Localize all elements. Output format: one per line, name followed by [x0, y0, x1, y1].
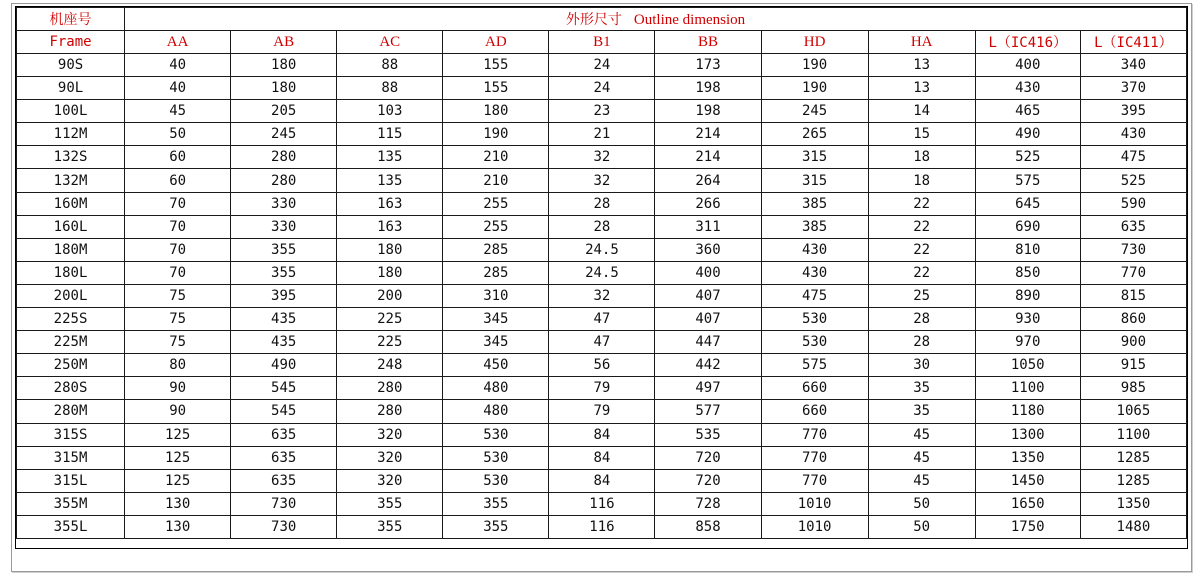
dimension-cell: 88 — [337, 54, 443, 77]
dimension-cell: 50 — [125, 123, 231, 146]
dimension-cell: 135 — [337, 146, 443, 169]
dimension-cell: 311 — [655, 215, 761, 238]
dimension-cell: 116 — [549, 515, 655, 538]
dimension-cell: 255 — [443, 192, 549, 215]
table-row — [17, 423, 1187, 446]
frame-cell: 132S — [17, 146, 125, 169]
column-header-ha — [868, 31, 975, 54]
dimension-cell: 1100 — [975, 377, 1080, 400]
dimension-cell: 1180 — [975, 400, 1080, 423]
dimension-cell: 28 — [549, 192, 655, 215]
dimension-cell: 14 — [868, 100, 975, 123]
column-header-l-ic416 — [975, 31, 1080, 54]
dimension-cell: 530 — [443, 469, 549, 492]
dimension-cell: 155 — [443, 77, 549, 100]
dimension-cell: 79 — [549, 377, 655, 400]
column-label: AC — [379, 34, 401, 50]
dimension-cell: 50 — [868, 492, 975, 515]
column-label: HA — [910, 34, 933, 50]
dimension-cell: 635 — [231, 469, 337, 492]
dimension-cell: 720 — [655, 469, 761, 492]
dimension-cell: 355 — [231, 261, 337, 284]
dimension-cell: 320 — [337, 446, 443, 469]
dimension-cell: 90 — [125, 400, 231, 423]
dimension-cell: 355 — [337, 515, 443, 538]
dimension-cell: 210 — [443, 169, 549, 192]
table-row — [17, 469, 1187, 492]
table-row — [17, 146, 1187, 169]
dimension-cell: 45 — [868, 469, 975, 492]
dimension-cell: 70 — [125, 192, 231, 215]
dimension-cell: 815 — [1080, 284, 1186, 307]
dimension-cell: 180 — [337, 238, 443, 261]
frame-cell: 225M — [17, 331, 125, 354]
dimension-cell: 590 — [1080, 192, 1186, 215]
dimension-cell: 45 — [125, 100, 231, 123]
dimension-cell: 28 — [868, 308, 975, 331]
dimension-cell: 18 — [868, 146, 975, 169]
header-row-top — [17, 8, 1187, 31]
dimension-cell: 84 — [549, 423, 655, 446]
dimension-cell: 465 — [975, 100, 1080, 123]
dimension-cell: 280 — [231, 146, 337, 169]
dimension-cell: 23 — [549, 100, 655, 123]
dimension-cell: 15 — [868, 123, 975, 146]
table-row — [17, 261, 1187, 284]
dimension-cell: 56 — [549, 354, 655, 377]
frame-cell: 160M — [17, 192, 125, 215]
table-row — [17, 377, 1187, 400]
dimension-cell: 770 — [761, 446, 868, 469]
dimension-cell: 530 — [761, 308, 868, 331]
dimension-cell: 430 — [761, 238, 868, 261]
dimension-cell: 22 — [868, 238, 975, 261]
dimension-cell: 645 — [975, 192, 1080, 215]
dimension-cell: 13 — [868, 54, 975, 77]
frame-cell: 225S — [17, 308, 125, 331]
dimension-cell: 385 — [761, 215, 868, 238]
dimension-cell: 530 — [443, 446, 549, 469]
dimension-cell: 730 — [1080, 238, 1186, 261]
frame-cn-header — [17, 8, 125, 31]
dimension-cell: 24 — [549, 77, 655, 100]
frame-cell: 160L — [17, 215, 125, 238]
dimension-cell: 860 — [1080, 308, 1186, 331]
dimension-cell: 75 — [125, 331, 231, 354]
frame-cell: 180L — [17, 261, 125, 284]
column-label: B1 — [593, 34, 611, 50]
frame-cell: 90S — [17, 54, 125, 77]
dimension-cell: 125 — [125, 446, 231, 469]
dimension-cell: 890 — [975, 284, 1080, 307]
dimension-cell: 47 — [549, 331, 655, 354]
dimension-cell: 330 — [231, 215, 337, 238]
frame-cell: 250M — [17, 354, 125, 377]
dimension-cell: 22 — [868, 192, 975, 215]
dimension-cell: 22 — [868, 261, 975, 284]
dimension-cell: 84 — [549, 469, 655, 492]
dimension-cell: 1650 — [975, 492, 1080, 515]
dimension-cell: 635 — [231, 446, 337, 469]
dimension-cell: 1100 — [1080, 423, 1186, 446]
frame-cell: 355M — [17, 492, 125, 515]
frame-cn-label: 机座号 — [49, 12, 92, 28]
dimension-cell: 225 — [337, 308, 443, 331]
frame-cell: 100L — [17, 100, 125, 123]
column-header-aa — [125, 31, 231, 54]
dimension-cell: 180 — [231, 77, 337, 100]
column-header-ab — [231, 31, 337, 54]
dimension-cell: 50 — [868, 515, 975, 538]
dimension-cell: 180 — [231, 54, 337, 77]
dimension-cell: 400 — [655, 261, 761, 284]
dimension-cell: 407 — [655, 308, 761, 331]
dimension-cell: 225 — [337, 331, 443, 354]
frame-cell: 132M — [17, 169, 125, 192]
dimension-cell: 32 — [549, 146, 655, 169]
dimension-cell: 900 — [1080, 331, 1186, 354]
dimension-cell: 635 — [1080, 215, 1186, 238]
table-row — [17, 446, 1187, 469]
dimension-cell: 130 — [125, 515, 231, 538]
table-row — [17, 238, 1187, 261]
dimension-cell: 575 — [761, 354, 868, 377]
frame-cell: 112M — [17, 123, 125, 146]
dimension-cell: 730 — [231, 515, 337, 538]
dimension-cell: 310 — [443, 284, 549, 307]
column-header-l-ic411 — [1080, 31, 1186, 54]
dimension-cell: 32 — [549, 284, 655, 307]
dimension-cell: 190 — [761, 54, 868, 77]
dimension-cell: 475 — [761, 284, 868, 307]
dimension-cell: 90 — [125, 377, 231, 400]
dimension-cell: 985 — [1080, 377, 1186, 400]
dimension-cell: 103 — [337, 100, 443, 123]
dimension-cell: 245 — [761, 100, 868, 123]
dimension-cell: 70 — [125, 238, 231, 261]
dimension-cell: 28 — [868, 331, 975, 354]
dimension-cell: 135 — [337, 169, 443, 192]
dimension-cell: 442 — [655, 354, 761, 377]
dimension-cell: 395 — [231, 284, 337, 307]
table-row — [17, 284, 1187, 307]
dimension-cell: 285 — [443, 261, 549, 284]
dimension-cell: 40 — [125, 77, 231, 100]
dimension-cell: 320 — [337, 469, 443, 492]
table-row — [17, 492, 1187, 515]
dimension-cell: 180 — [443, 100, 549, 123]
dimension-cell: 385 — [761, 192, 868, 215]
dimension-cell: 497 — [655, 377, 761, 400]
column-header-bb — [655, 31, 761, 54]
dimension-cell: 1010 — [761, 492, 868, 515]
dimension-cell: 770 — [761, 423, 868, 446]
dimension-cell: 116 — [549, 492, 655, 515]
dimension-cell: 340 — [1080, 54, 1186, 77]
outline-en-label: Outline dimension — [633, 12, 746, 28]
outline-title — [562, 11, 749, 28]
table-row — [17, 215, 1187, 238]
dimension-cell: 1065 — [1080, 400, 1186, 423]
dimension-cell: 163 — [337, 215, 443, 238]
frame-en-label: Frame — [49, 34, 92, 50]
dimension-cell: 280 — [337, 400, 443, 423]
dimension-cell: 190 — [443, 123, 549, 146]
dimension-cell: 1285 — [1080, 469, 1186, 492]
dimension-cell: 930 — [975, 308, 1080, 331]
column-header-ad — [443, 31, 549, 54]
dimension-cell: 80 — [125, 354, 231, 377]
dimension-cell: 480 — [443, 377, 549, 400]
dimension-cell: 210 — [443, 146, 549, 169]
dimension-cell: 45 — [868, 423, 975, 446]
dimension-cell: 545 — [231, 377, 337, 400]
dimension-cell: 22 — [868, 215, 975, 238]
column-label: BB — [698, 34, 719, 50]
dimension-cell: 40 — [125, 54, 231, 77]
dimension-cell: 720 — [655, 446, 761, 469]
dimension-cell: 577 — [655, 400, 761, 423]
dimension-cell: 970 — [975, 331, 1080, 354]
outline-dimension-table — [16, 7, 1187, 539]
dimension-cell: 125 — [125, 423, 231, 446]
frame-cell: 355L — [17, 515, 125, 538]
dimension-cell: 475 — [1080, 146, 1186, 169]
dimension-cell: 47 — [549, 308, 655, 331]
dimension-cell: 450 — [443, 354, 549, 377]
dimension-cell: 21 — [549, 123, 655, 146]
frame-cell: 315L — [17, 469, 125, 492]
column-header-hd — [761, 31, 868, 54]
dimension-cell: 635 — [231, 423, 337, 446]
dimension-cell: 480 — [443, 400, 549, 423]
dimension-cell: 730 — [231, 492, 337, 515]
dimension-cell: 70 — [125, 215, 231, 238]
dimension-cell: 24 — [549, 54, 655, 77]
column-label: HD — [803, 34, 826, 50]
dimension-cell: 525 — [975, 146, 1080, 169]
dimension-cell: 32 — [549, 169, 655, 192]
dimension-cell: 315 — [761, 146, 868, 169]
column-header-b1 — [549, 31, 655, 54]
dimension-cell: 355 — [443, 492, 549, 515]
column-label: AB — [273, 34, 295, 50]
dimension-cell: 285 — [443, 238, 549, 261]
dimension-cell: 525 — [1080, 169, 1186, 192]
table-row — [17, 308, 1187, 331]
dimension-cell: 163 — [337, 192, 443, 215]
dimension-cell: 355 — [443, 515, 549, 538]
dimension-cell: 1285 — [1080, 446, 1186, 469]
dimension-cell: 214 — [655, 123, 761, 146]
dimension-cell: 198 — [655, 77, 761, 100]
dimension-cell: 60 — [125, 169, 231, 192]
dimension-cell: 660 — [761, 400, 868, 423]
frame-cell: 90L — [17, 77, 125, 100]
column-header-ac — [337, 31, 443, 54]
dimension-cell: 355 — [231, 238, 337, 261]
dimension-cell: 355 — [337, 492, 443, 515]
dimension-cell: 345 — [443, 308, 549, 331]
dimension-cell: 915 — [1080, 354, 1186, 377]
dimension-cell: 280 — [337, 377, 443, 400]
dimension-cell: 545 — [231, 400, 337, 423]
table-row — [17, 192, 1187, 215]
dimension-cell: 84 — [549, 446, 655, 469]
dimension-cell: 447 — [655, 331, 761, 354]
frame-cell: 280S — [17, 377, 125, 400]
dimension-cell: 173 — [655, 54, 761, 77]
dimension-cell: 1300 — [975, 423, 1080, 446]
dimension-cell: 70 — [125, 261, 231, 284]
dimension-cell: 88 — [337, 77, 443, 100]
dimension-cell: 858 — [655, 515, 761, 538]
table-row — [17, 169, 1187, 192]
frame-cell: 315M — [17, 446, 125, 469]
dimension-cell: 400 — [975, 54, 1080, 77]
table-row — [17, 77, 1187, 100]
table-row — [17, 400, 1187, 423]
dimension-cell: 430 — [975, 77, 1080, 100]
table-row — [17, 54, 1187, 77]
dimension-cell: 1350 — [975, 446, 1080, 469]
dimension-cell: 690 — [975, 215, 1080, 238]
dimension-cell: 280 — [231, 169, 337, 192]
dimension-cell: 125 — [125, 469, 231, 492]
dimension-cell: 30 — [868, 354, 975, 377]
dimension-cell: 430 — [1080, 123, 1186, 146]
table-row — [17, 123, 1187, 146]
dimension-cell: 660 — [761, 377, 868, 400]
dimension-cell: 490 — [231, 354, 337, 377]
dimension-cell: 435 — [231, 308, 337, 331]
frame-cell: 200L — [17, 284, 125, 307]
dimension-cell: 407 — [655, 284, 761, 307]
dimension-cell: 530 — [761, 331, 868, 354]
dimension-cell: 330 — [231, 192, 337, 215]
dimension-cell: 1050 — [975, 354, 1080, 377]
dimension-cell: 79 — [549, 400, 655, 423]
dimension-cell: 315 — [761, 169, 868, 192]
dimension-cell: 198 — [655, 100, 761, 123]
dimension-cell: 248 — [337, 354, 443, 377]
dimension-cell: 535 — [655, 423, 761, 446]
column-label: L（IC411） — [1094, 35, 1173, 51]
dimension-cell: 810 — [975, 238, 1080, 261]
column-label: AA — [166, 34, 189, 50]
table-row — [17, 331, 1187, 354]
header-row-columns — [17, 31, 1187, 54]
dimension-cell: 530 — [443, 423, 549, 446]
dimension-cell: 45 — [868, 446, 975, 469]
dimension-cell: 435 — [231, 331, 337, 354]
dimension-cell: 130 — [125, 492, 231, 515]
dimension-cell: 180 — [337, 261, 443, 284]
outline-cn-label: 外形尺寸 — [565, 12, 622, 28]
dimension-cell: 245 — [231, 123, 337, 146]
table-row — [17, 515, 1187, 538]
dimension-cell: 35 — [868, 377, 975, 400]
table-body — [17, 54, 1187, 539]
dimension-cell: 266 — [655, 192, 761, 215]
dimension-cell: 370 — [1080, 77, 1186, 100]
dimension-cell: 13 — [868, 77, 975, 100]
dimension-cell: 28 — [549, 215, 655, 238]
column-label: AD — [485, 34, 507, 50]
dimension-cell: 265 — [761, 123, 868, 146]
dimension-cell: 190 — [761, 77, 868, 100]
frame-cell: 315S — [17, 423, 125, 446]
dimension-cell: 728 — [655, 492, 761, 515]
dimension-cell: 24.5 — [549, 261, 655, 284]
frame-cell: 280M — [17, 400, 125, 423]
dimension-cell: 75 — [125, 284, 231, 307]
dimension-cell: 75 — [125, 308, 231, 331]
dimension-cell: 255 — [443, 215, 549, 238]
outline-dimension-header — [125, 8, 1187, 31]
dimension-cell: 1010 — [761, 515, 868, 538]
dimension-cell: 1350 — [1080, 492, 1186, 515]
frame-cell: 180M — [17, 238, 125, 261]
dimension-cell: 18 — [868, 169, 975, 192]
dimension-cell: 264 — [655, 169, 761, 192]
dimension-cell: 320 — [337, 423, 443, 446]
dimension-cell: 60 — [125, 146, 231, 169]
dimension-cell: 1450 — [975, 469, 1080, 492]
dimension-cell: 24.5 — [549, 238, 655, 261]
dimension-cell: 205 — [231, 100, 337, 123]
dimension-cell: 395 — [1080, 100, 1186, 123]
dimension-cell: 345 — [443, 331, 549, 354]
dimension-cell: 25 — [868, 284, 975, 307]
dimension-cell: 770 — [1080, 261, 1186, 284]
dimension-cell: 200 — [337, 284, 443, 307]
table-row — [17, 100, 1187, 123]
dimension-cell: 360 — [655, 238, 761, 261]
column-label: L（IC416） — [988, 35, 1068, 51]
dimension-cell: 1750 — [975, 515, 1080, 538]
dimension-cell: 490 — [975, 123, 1080, 146]
dimension-cell: 214 — [655, 146, 761, 169]
dimension-cell: 430 — [761, 261, 868, 284]
table-row — [17, 354, 1187, 377]
dimension-cell: 115 — [337, 123, 443, 146]
frame-en-header — [17, 31, 125, 54]
dimension-cell: 1480 — [1080, 515, 1186, 538]
dimension-cell: 35 — [868, 400, 975, 423]
dimension-cell: 770 — [761, 469, 868, 492]
dimension-cell: 850 — [975, 261, 1080, 284]
dimension-cell: 155 — [443, 54, 549, 77]
dimension-cell: 575 — [975, 169, 1080, 192]
